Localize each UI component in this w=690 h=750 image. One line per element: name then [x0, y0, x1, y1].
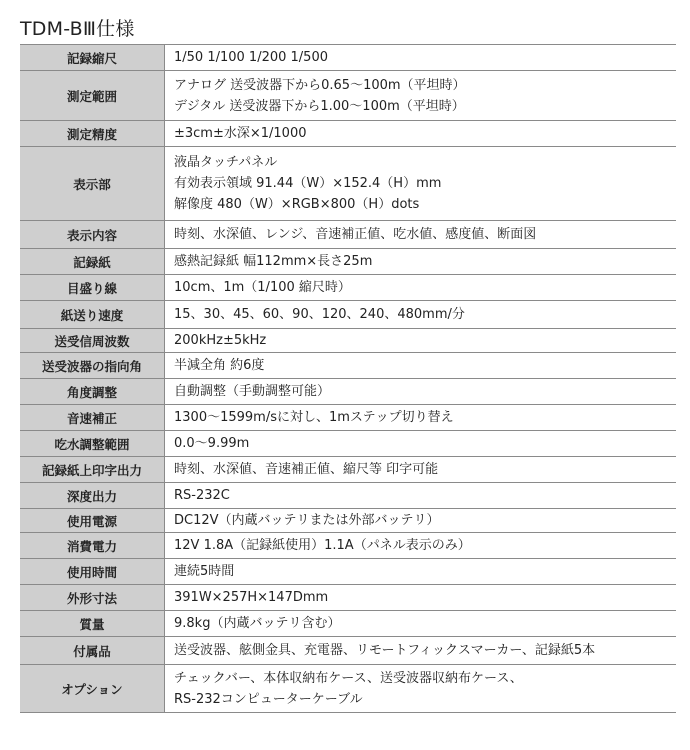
- spec-label: 深度出力: [20, 483, 165, 509]
- spec-label: 使用時間: [20, 559, 165, 585]
- spec-table: [20, 44, 676, 713]
- spec-value-line: 有効表示領域 91.44（W）×152.4（H）mm: [174, 176, 442, 191]
- spec-row: [20, 457, 676, 483]
- spec-row: [20, 559, 676, 585]
- spec-row: [20, 71, 676, 121]
- spec-label: 測定範囲: [20, 71, 165, 121]
- spec-value-line: RS-232コンピューターケーブル: [174, 691, 363, 707]
- spec-row: [20, 379, 676, 405]
- spec-value: [165, 353, 677, 379]
- spec-value-line: 液晶タッチパネル: [174, 155, 278, 170]
- spec-row: [20, 533, 676, 559]
- spec-row: [20, 249, 676, 275]
- spec-label: 紙送り速度: [20, 301, 165, 329]
- spec-value-line: デジタル 送受波器下から1.00〜100m（平坦時）: [174, 98, 465, 114]
- spec-label: 表示部: [20, 147, 165, 221]
- spec-label: 消費電力: [20, 533, 165, 559]
- spec-row: [20, 611, 676, 637]
- spec-label: 外形寸法: [20, 585, 165, 611]
- spec-value-line: 自動調整（手動調整可能）: [174, 384, 331, 399]
- spec-value: [165, 611, 677, 637]
- spec-value-line: RS-232C: [174, 488, 230, 503]
- spec-row: [20, 483, 676, 509]
- spec-table-body: [20, 45, 676, 713]
- spec-value-line: 1/50 1/100 1/200 1/500: [174, 50, 328, 65]
- spec-row: [20, 637, 676, 665]
- spec-value: [165, 431, 677, 457]
- spec-value: [165, 379, 677, 405]
- spec-label: 記録縮尺: [20, 45, 165, 71]
- spec-row: [20, 301, 676, 329]
- spec-value-line: 200kHz±5kHz: [174, 333, 267, 348]
- spec-label: 使用電源: [20, 509, 165, 533]
- spec-value: [165, 509, 677, 533]
- spec-value-line: 15、30、45、60、90、120、240、480mm/分: [174, 307, 465, 322]
- spec-value: [165, 221, 677, 249]
- spec-value: [165, 275, 677, 301]
- spec-value: [165, 585, 677, 611]
- spec-value: [165, 405, 677, 431]
- spec-label: 目盛り線: [20, 275, 165, 301]
- spec-value: [165, 457, 677, 483]
- spec-value-line: 0.0〜9.99m: [174, 436, 250, 451]
- spec-value: [165, 329, 677, 353]
- spec-value-line: 半減全角 約6度: [174, 358, 265, 373]
- spec-row: [20, 509, 676, 533]
- spec-value: [165, 533, 677, 559]
- spec-row: [20, 329, 676, 353]
- spec-label: 送受信周波数: [20, 329, 165, 353]
- page-title: TDM-BⅢ仕様: [20, 18, 135, 40]
- spec-label: 表示内容: [20, 221, 165, 249]
- spec-value: [165, 147, 677, 221]
- spec-row: [20, 665, 676, 713]
- spec-value: [165, 45, 677, 71]
- spec-label: 質量: [20, 611, 165, 637]
- spec-label: 音速補正: [20, 405, 165, 431]
- spec-label: 記録紙上印字出力: [20, 457, 165, 483]
- spec-value-line: チェックバー、本体収納布ケース、送受波器収納布ケース、: [174, 670, 523, 686]
- spec-value-line: 送受波器、舷側金具、充電器、リモートフィックスマーカー、記録紙5本: [174, 643, 596, 658]
- spec-value: [165, 483, 677, 509]
- spec-row: [20, 353, 676, 379]
- spec-value: [165, 665, 677, 713]
- spec-value-line: 連続5時間: [174, 564, 235, 579]
- spec-value: [165, 249, 677, 275]
- spec-value: [165, 637, 677, 665]
- spec-value-line: 感熱記録紙 幅112mm×長さ25m: [174, 254, 373, 269]
- spec-row: [20, 585, 676, 611]
- spec-value-line: ±3cm±水深×1/1000: [174, 126, 307, 141]
- spec-value: [165, 559, 677, 585]
- spec-value: [165, 71, 677, 121]
- spec-label: 測定精度: [20, 121, 165, 147]
- spec-value: [165, 301, 677, 329]
- spec-row: [20, 121, 676, 147]
- spec-row: [20, 275, 676, 301]
- spec-row: [20, 405, 676, 431]
- spec-value: [165, 121, 677, 147]
- spec-value-line: 解像度 480（W）×RGB×800（H）dots: [174, 197, 420, 212]
- spec-value-line: 12V 1.8A（記録紙使用）1.1A（パネル表示のみ）: [174, 538, 471, 553]
- spec-label: 付属品: [20, 637, 165, 665]
- spec-value-line: 時刻、水深値、レンジ、音速補正値、吃水値、感度値、断面図: [174, 227, 537, 242]
- spec-value-line: DC12V（内蔵バッテリまたは外部バッテリ）: [174, 513, 440, 528]
- spec-row: [20, 147, 676, 221]
- spec-value-line: 9.8kg（内蔵バッテリ含む）: [174, 616, 341, 631]
- spec-label: 送受波器の指向角: [20, 353, 165, 379]
- spec-label: 記録紙: [20, 249, 165, 275]
- spec-label: 角度調整: [20, 379, 165, 405]
- spec-value-line: 10cm、1m（1/100 縮尺時）: [174, 280, 351, 295]
- spec-value-line: 1300〜1599m/sに対し、1mステップ切り替え: [174, 410, 454, 425]
- spec-row: [20, 45, 676, 71]
- spec-value-line: 391W×257H×147Dmm: [174, 590, 329, 605]
- spec-row: [20, 431, 676, 457]
- spec-value-line: アナログ 送受波器下から0.65〜100m（平坦時）: [174, 77, 466, 93]
- spec-row: [20, 221, 676, 249]
- spec-label: 吃水調整範囲: [20, 431, 165, 457]
- spec-label: オプション: [20, 665, 165, 713]
- spec-value-line: 時刻、水深値、音速補正値、縮尺等 印字可能: [174, 462, 439, 477]
